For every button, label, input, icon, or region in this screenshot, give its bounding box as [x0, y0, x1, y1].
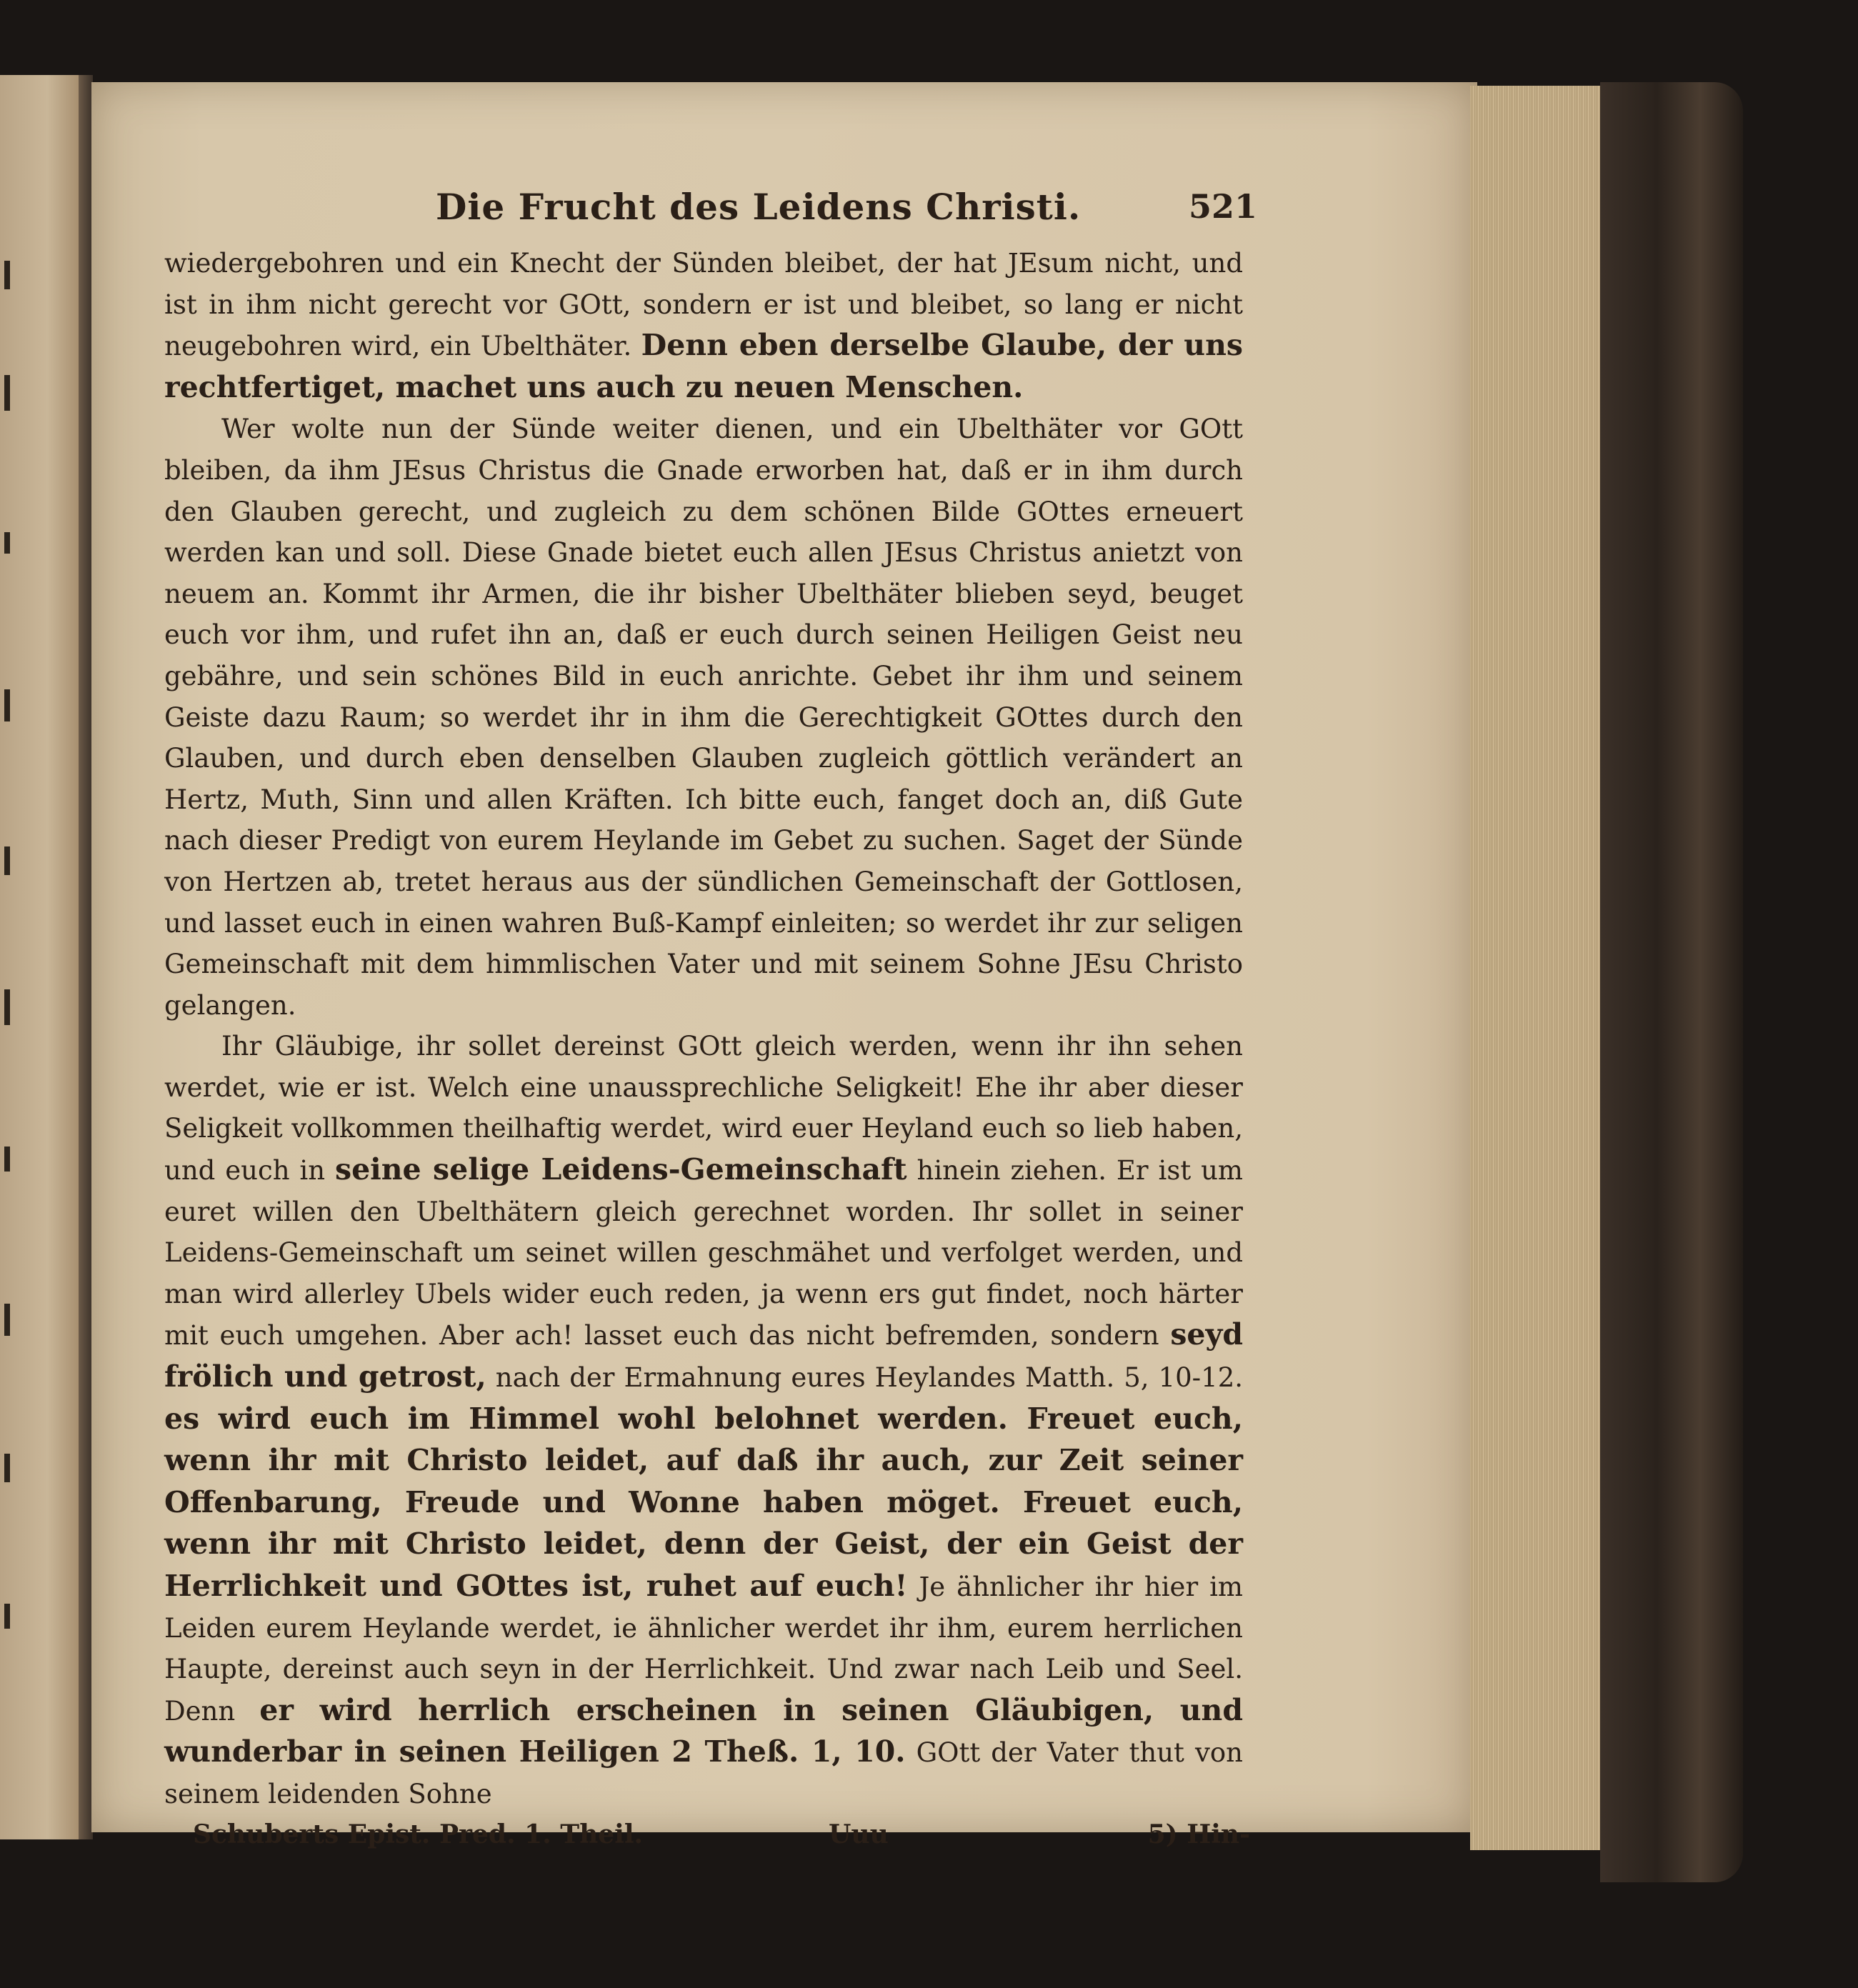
page-content	[164, 179, 1257, 1869]
emphasized-text: es wird euch im Himmel wohl belohnet werden. Freuet euch, wenn ihr mit Christo leidet, auf daß ihr auch, zur Zeit seiner Offenbarung, Freude und Wonne haben möget. Freuet euch, wenn ihr mit Christo leidet, denn der Geist, der ein Geist der Herrlichkeit und GOttes ist, ruhet auf euch!	[164, 1401, 1243, 1603]
running-title: Die Frucht des Leidens Christi.	[436, 186, 1082, 228]
running-head	[164, 179, 1257, 243]
text-segment: Je ähnlicher ihr hier im Leiden eurem Heylande werdet, ie ähnlicher werdet ihr ihm, eurem herrlichen Haupte, dereinst auch seyn in der Herrlichkeit. Und zwar nach Leib und Seel. Denn	[164, 1572, 1243, 1727]
text-segment: hinein ziehen. Er ist um euret willen den Ubelthätern gleich gerechnet worden. Ihr sollet in seiner Leidens-Gemeinschaft um seinet willen geschmähet und verfolget werden, und man wird allerley Ubels wider euch reden, ja wenn ers gut findet, noch härter mit euch umgehen. Aber ach! lasset euch das nicht befremden, sondern	[164, 1155, 1244, 1352]
emphasized-text: seine selige Leidens-Gemeinschaft	[334, 1152, 907, 1187]
emphasized-text: seyd frölich und getrost,	[164, 1317, 1243, 1394]
signature-line: Schuberts Epist. Pred. 1. Theil.	[193, 1819, 644, 1849]
page-fore-edge	[1470, 86, 1606, 1850]
book-gutter	[79, 75, 93, 1839]
text-segment: Ihr Gläubige, ihr sollet dereinst GOtt gleich werden, wenn ihr ihn sehen werdet, wie er ist. Welch eine unaussprechliche Seligkeit! Ehe ihr aber dieser Seligkeit vollkommen theilhaftig werdet, wird euer Heyland euch so lieb haben, und euch in	[164, 1031, 1243, 1187]
paragraph-2	[164, 409, 1243, 1026]
text-segment: Wer wolte nun der Sünde weiter dienen, und ein Ubelthäter vor GOtt bleiben, da ihm JEsus Christus die Gnade erworben hat, daß er in ihm durch den Glauben gerecht, und zugleich zu dem schönen Bilde GOttes erneuert werden kan und soll. Diese Gnade bietet euch allen JEsus Christus anietzt von neuem an. Kommt ihr Armen, die ihr bisher Ubelthäter blieben seyd, beuget euch vor ihm, und rufet ihn an, daß er euch durch seinen Heiligen Geist neu gebähre, und sein schönes Bild in euch anrichte. Gebet ihr ihm und seinem Geiste dazu Raum; so werdet ihr in ihm die Gerechtigkeit GOttes durch den Glauben, und durch eben denselben Glauben zugleich göttlich verändert an Hertz, Muth, Sinn und allen Kräften. Ich bitte euch, fanget doch an, diß Gute nach dieser Predigt von eurem Heylande im Gebet zu suchen. Saget der Sünde von Hertzen ab, tretet heraus aus der sündlichen Gemeinschaft der Gottlosen, und lasset euch in einen wahren Buß-Kampf einleiten; so werdet ihr zur seligen Gemeinschaft mit dem himmlischen Vater und mit seinem Sohne JEsu Christo gelangen.	[164, 414, 1243, 1021]
gathering-mark: Uuu	[829, 1819, 889, 1849]
emphasized-text: er wird herrlich erscheinen in seinen Gläubigen, und wunderbar in seinen Heiligen 2 Theß. 1, 10.	[164, 1692, 1243, 1769]
text-segment: GOtt der Vater thut von seinem leidenden Sohne	[164, 1737, 1243, 1809]
paragraph-1	[164, 243, 1243, 409]
book-cover	[1600, 82, 1743, 1882]
page-number: 521	[1188, 187, 1257, 226]
left-page-edge	[0, 75, 79, 1839]
paragraph-3	[164, 1026, 1243, 1814]
text-segment: wiedergebohren und ein Knecht der Sünden bleibet, der hat JEsum nicht, und ist in ihm nicht gerecht vor GOtt, sondern er ist und bleibet, so lang er nicht neugebohren wird, ein Ubelthäter.	[164, 248, 1243, 362]
text-segment: nach der Ermahnung eures Heylandes Matth. 5, 10-12.	[486, 1362, 1243, 1394]
emphasized-text: Denn eben derselbe Glaube, der uns rechtfertiget, machet uns auch zu neuen Menschen.	[164, 328, 1243, 404]
body-text	[164, 243, 1243, 1815]
page-footer	[164, 1819, 1250, 1869]
catchword: 5) Hin-	[1147, 1819, 1250, 1849]
